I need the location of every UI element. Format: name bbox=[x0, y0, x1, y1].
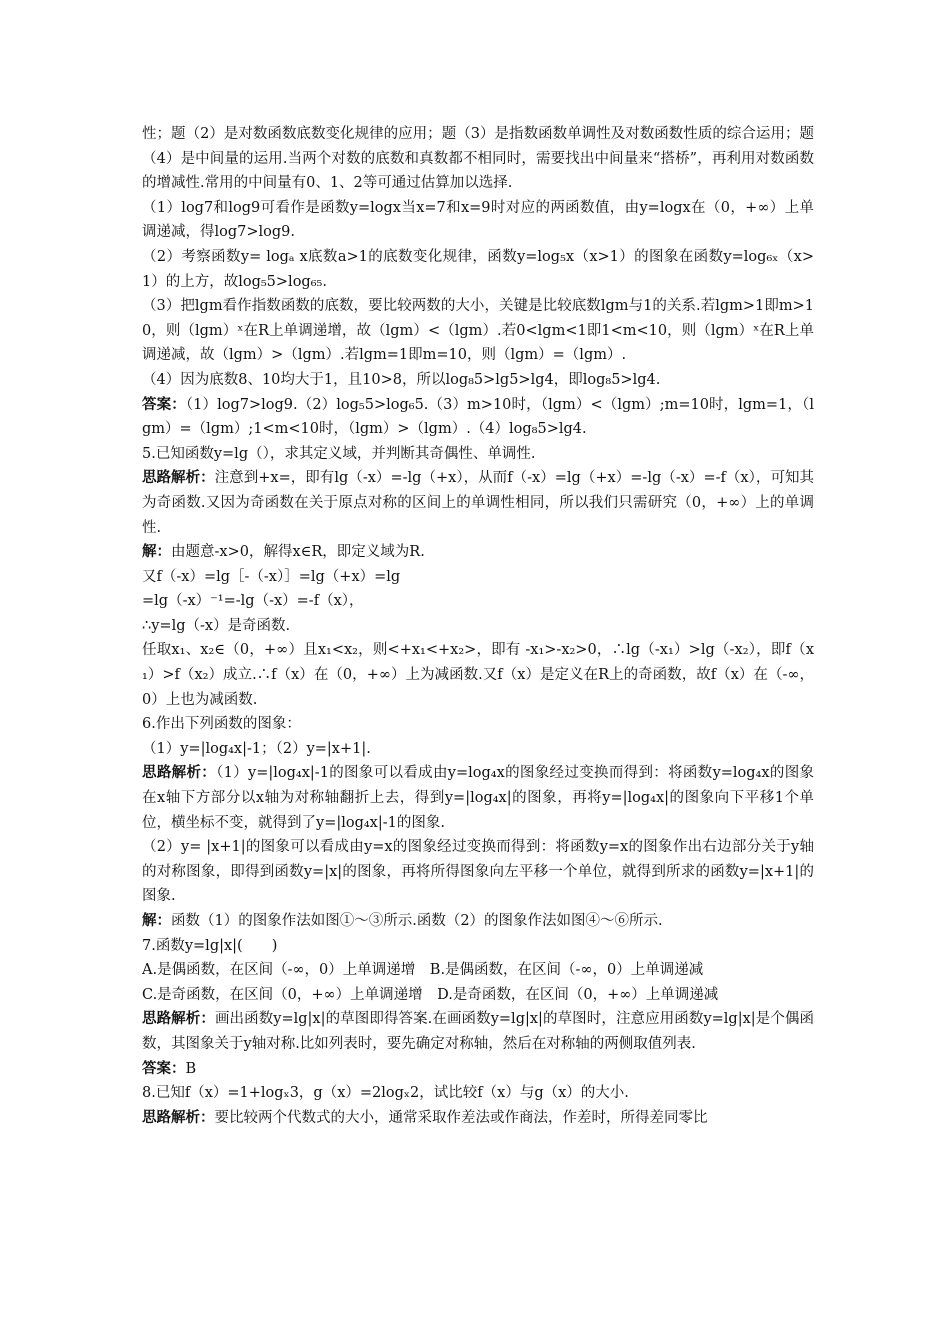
solution-paragraph: 解：函数（1）的图象作法如图①～③所示.函数（2）的图象作法如图④～⑥所示. bbox=[142, 913, 663, 929]
answer-paragraph: 答案：（1）log7>log9.（2）log₅5>log₆5.（3）m>10时，（lgm）<（lgm）;m=10时，lgm=1，（lgm）=（lgm）;1<m<10时，（lgm）>（lgm）.（4）log₈5>lg4. bbox=[142, 396, 815, 438]
paragraph: 又f（-x）=lg［-（-x）］=lg（+x）=lg bbox=[142, 568, 401, 585]
paragraph: =lg（-x）⁻¹=-lg（-x）=-f（x）， bbox=[142, 593, 364, 610]
paragraph: （2）考察函数y= logₐ x底数a>1的底数变化规律，函数y=log₅x（x>1）的图象在函数y=log₆ₓ（x>1）的上方，故log₅5>log₆₅. bbox=[142, 248, 814, 290]
solution-paragraph: 解：由题意-x>0，解得x∈R，即定义域为R. bbox=[142, 544, 425, 561]
question-8: 8.已知f（x）=1+logₓ3，g（x）=2logₓ2，试比较f（x）与g（x）的大小. bbox=[142, 1085, 629, 1102]
option-line: C.是奇函数，在区间（0，+∞）上单调递增 D.是奇函数，在区间（0，+∞）上单调递减 bbox=[142, 986, 719, 1003]
paragraph: 性；题（2）是对数函数底数变化规律的应用；题（3）是指数函数单调性及对数函数性质的综合运用；题（4）是中间量的运用.当两个对数的底数和真数都不相同时，需要找出中间量来“搭桥”，再利用对数函数的增减性.常用的中间量有0、1、2等可通过估算加以选择. bbox=[142, 126, 814, 192]
answer-label: 答案： bbox=[142, 1060, 186, 1077]
paragraph: （2）y= |x+1|的图象可以看成由y=x的图象经过变换而得到：将函数y=x的图象作出右边部分关于y轴的对称图象，即得到函数y=|x|的图象，再将所得图象向左平移一个单位，就得到所求的函数y=|x+1|的图象. bbox=[142, 839, 814, 905]
analysis-label: 思路解析： bbox=[142, 1011, 215, 1028]
paragraph: （1）y=|log₄x|-1；（2）y=|x+1|. bbox=[142, 740, 371, 757]
answer-paragraph: 答案：B bbox=[142, 1060, 197, 1077]
paragraph: （1）log7和log9可看作是函数y=logx当x=7和x=9时对应的两函数值，由y=logx在（0，+∞）上单调递减，得log7>log9. bbox=[142, 199, 814, 241]
question-6: 6.作出下列函数的图象： bbox=[142, 716, 301, 733]
question-7: 7.函数y=lg|x|( ) bbox=[142, 937, 278, 954]
solution-label: 解： bbox=[142, 544, 171, 561]
analysis-label: 思路解析： bbox=[142, 470, 215, 487]
answer-label: 答案： bbox=[142, 396, 186, 413]
paragraph: ∴y=lg（-x）是奇函数. bbox=[142, 617, 291, 634]
question-5: 5.已知函数y=lg（），求其定义域，并判断其奇偶性、单调性. bbox=[142, 445, 536, 462]
analysis-paragraph: 思路解析：注意到+x=，即有lg（-x）=-lg（+x），从而f（-x）=lg（+x）=-lg（-x）=-f（x），可知其为奇函数.又因为奇函数在关于原点对称的区间上的单调性相同，所以我们只需研究（0，+∞）上的单调性. bbox=[142, 470, 815, 536]
analysis-paragraph: 思路解析：要比较两个代数式的大小，通常采取作差法或作商法，作差时，所得差同零比 bbox=[142, 1109, 708, 1126]
paragraph: （4）因为底数8、10均大于1，且10>8，所以log₈5>lg5>lg4，即log₈5>lg4. bbox=[142, 371, 661, 388]
analysis-label: 思路解析： bbox=[142, 1109, 215, 1126]
paragraph: 任取x₁、x₂∈（0，+∞）且x₁<x₂，则<+x₁<+x₂>，即有 -x₁>-x₂>0，∴lg（-x₁）>lg（-x₂），即f（x₁）>f（x₂）成立.∴f（x）在（0，+∞）上为减函数.又f（x）是定义在R上的奇函数，故f（x）在（-∞，0）上也为减函数. bbox=[142, 642, 814, 708]
analysis-paragraph: 思路解析：画出函数y=lg|x|的草图即得答案.在画函数y=lg|x|的草图时，注意应用函数y=lg|x|是个偶函数，其图象关于y轴对称.比如列表时，要先确定对称轴，然后在对称轴的两侧取值列表. bbox=[142, 1011, 815, 1052]
analysis-paragraph: 思路解析：（1）y=|log₄x|-1的图象可以看成由y=log₄x的图象经过变换而得到：将函数y=log₄x的图象在x轴下方部分以x轴为对称轴翻折上去，得到y=|log₄x|的图象，再将y=|log₄x|的图象向下平移1个单位，横坐标不变，就得到了y=|log₄x|-1的图象. bbox=[142, 765, 815, 831]
document-body bbox=[142, 122, 814, 1130]
solution-label: 解： bbox=[142, 913, 171, 929]
analysis-label: 思路解析： bbox=[142, 765, 217, 782]
paragraph: （3）把lgm看作指数函数的底数，要比较两数的大小，关键是比较底数lgm与1的关系.若lgm>1即m>10，则（lgm）ˣ在R上单调递增，故（lgm）<（lgm）.若0<lgm<1即1<m<10，则（lgm）ˣ在R上单调递减，故（lgm）>（lgm）.若lgm=1即m=10，则（lgm）=（lgm）. bbox=[142, 298, 814, 364]
option-line: A.是偶函数，在区间（-∞，0）上单调递增 B.是偶函数，在区间（-∞，0）上单调递减 bbox=[142, 962, 704, 979]
